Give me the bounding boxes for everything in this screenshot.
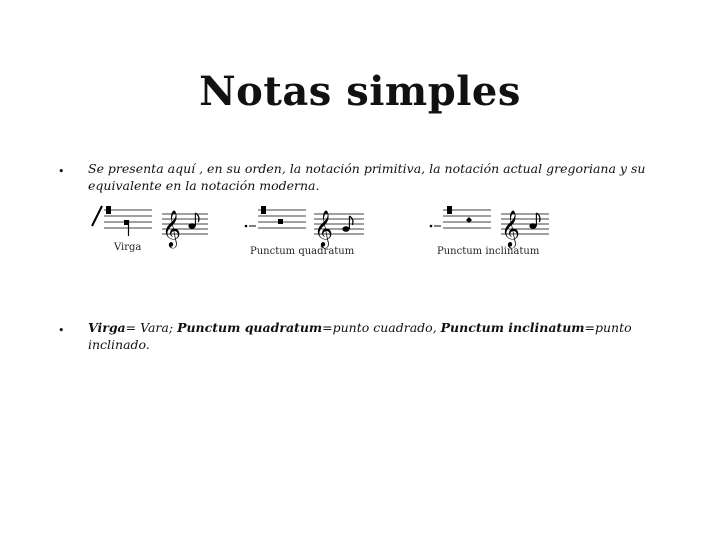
definition-punctum-quadratum: =punto cuadrado, bbox=[322, 320, 441, 335]
primitive-punctum-icon bbox=[430, 225, 433, 228]
eighth-note-head-icon bbox=[188, 223, 195, 229]
figure-punctum-inclinatum bbox=[425, 198, 565, 260]
figure-caption-virga: Virga bbox=[114, 242, 142, 253]
slide-title: Notas simples bbox=[199, 68, 521, 115]
figure-virga bbox=[90, 198, 220, 260]
figure-caption-punctum-inclinatum: Punctum inclinatum bbox=[437, 246, 540, 257]
treble-clef-icon: 𝄞 bbox=[501, 209, 520, 247]
figure-caption-punctum-quadratum: Punctum quadratum bbox=[250, 246, 355, 257]
definition-punctum-inclinatum: =punto inclinado. bbox=[88, 320, 632, 352]
bullet-text-definitions bbox=[88, 319, 668, 353]
term-virga: Virga bbox=[88, 320, 126, 335]
bullet-marker: • bbox=[58, 324, 65, 337]
c-clef-icon bbox=[261, 206, 266, 214]
eighth-note-head-icon bbox=[529, 223, 536, 229]
definition-virga: = Vara; bbox=[125, 320, 178, 335]
term-punctum-inclinatum: Punctum inclinatum bbox=[440, 320, 585, 335]
primitive-punctum-icon bbox=[245, 225, 248, 228]
bullet-marker: • bbox=[58, 165, 65, 178]
virga-notation-svg bbox=[90, 198, 220, 260]
punctum-square-note-icon bbox=[278, 219, 283, 224]
treble-clef-icon: 𝄞 bbox=[314, 209, 333, 247]
c-clef-icon bbox=[106, 206, 111, 214]
treble-clef-icon: 𝄞 bbox=[162, 209, 181, 247]
c-clef-icon bbox=[447, 206, 452, 214]
eighth-note-head-icon bbox=[342, 226, 349, 232]
figure-punctum-quadratum bbox=[240, 198, 380, 260]
primitive-virga-icon bbox=[92, 206, 102, 226]
bullet-text-intro: Se presenta aquí , en su orden, la notación primitiva, la notación actual gregoriana y su equivalente en la notación moderna. bbox=[88, 161, 646, 193]
term-punctum-quadratum: Punctum quadratum bbox=[177, 320, 323, 335]
